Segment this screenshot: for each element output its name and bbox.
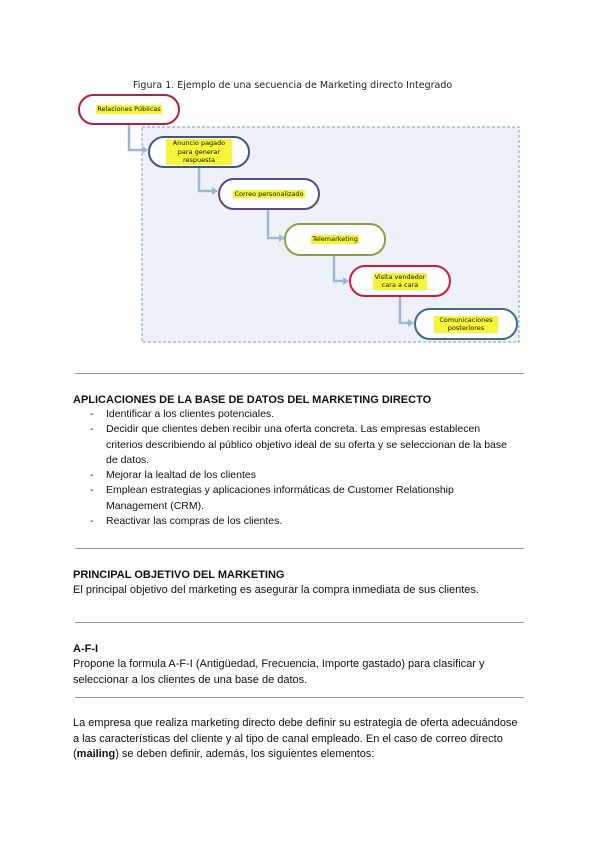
estrategia-text-after: ) se deben definir, además, los siguientes elementos: xyxy=(115,748,375,760)
objetivo-text: El principal objetivo del marketing es asegurar la compra inmediata de sus clientes. xyxy=(73,584,479,596)
node-telemarketing xyxy=(284,223,386,256)
section-title-afi: A-F-I xyxy=(73,643,99,655)
aplicaciones-list xyxy=(88,407,518,529)
list-item: - Identificar a los clientes potenciales. xyxy=(88,407,518,422)
divider xyxy=(75,622,524,623)
list-item: - Emplean estrategias y aplicaciones informáticas de Customer Relationship Management (CRM). xyxy=(88,483,518,514)
divider xyxy=(75,697,524,698)
connector-1 xyxy=(129,123,142,150)
list-item: - Reactivar las compras de los clientes. xyxy=(88,514,518,529)
list-item: - Mejorar la lealtad de los clientes xyxy=(88,468,518,483)
node-relaciones-publicas xyxy=(78,94,180,125)
estrategia-text-before: La empresa que realiza marketing directo debe definir su estrategia de oferta adecuándose a las características del cliente y al tipo de canal empleado. En el caso de correo directo ( xyxy=(73,717,518,760)
node-label: Visita vendedor cara a cara xyxy=(374,272,426,289)
mailing-bold: mailing xyxy=(76,748,116,760)
node-label: Comunicaciones posteriores xyxy=(434,316,498,333)
afi-text: Propone la formula A-F-I (Antigüedad, Frecuencia, Importe gastado) para clasificar y seleccionar a los clientes de una base de datos. xyxy=(73,658,485,686)
node-label: Telemarketing xyxy=(312,235,358,244)
divider xyxy=(75,373,524,374)
node-anuncio-pagado xyxy=(148,136,250,168)
figure-caption: Figura 1. Ejemplo de una secuencia de Marketing directo Integrado xyxy=(133,80,453,91)
node-label: Relaciones Públicas xyxy=(97,105,161,114)
node-correo-personalizado xyxy=(218,178,320,210)
divider xyxy=(75,548,524,549)
node-visita-vendedor xyxy=(349,265,451,297)
node-label: Anuncio pagado para generar respuesta xyxy=(166,139,232,165)
list-item: - Decidir que clientes deben recibir una oferta concreta. Las empresas establecen criterios describiendo al público objetivo ideal de su oferta y se seleccionan de la base de datos. xyxy=(88,422,518,468)
node-comunicaciones-posteriores xyxy=(414,308,518,340)
estrategia-paragraph xyxy=(73,716,525,763)
node-label: Correo personalizado xyxy=(234,189,304,198)
section-title-objetivo: PRINCIPAL OBJETIVO DEL MARKETING xyxy=(73,569,285,581)
section-title-aplicaciones: APLICACIONES DE LA BASE DE DATOS DEL MARKETING DIRECTO xyxy=(73,394,432,406)
